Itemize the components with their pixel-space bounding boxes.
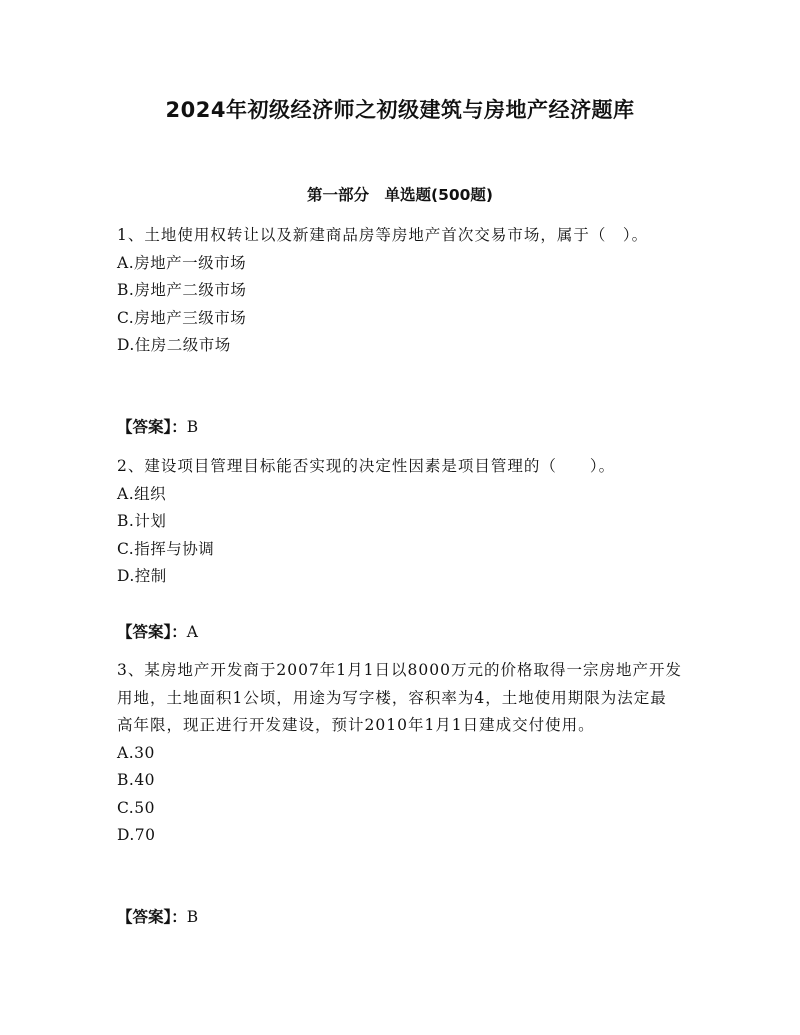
- option-a: A.组织: [117, 484, 167, 503]
- option-c: C.房地产三级市场: [117, 308, 247, 327]
- question-stem: 3、某房地产开发商于2007年1月1日以8000万元的价格取得一宗房地产开发用地，土地面积1公顷，用途为写字楼，容积率为4，土地使用期限为法定最高年限，现正进行开发建设，预计2010年1月1日建成交付使用。: [117, 661, 682, 734]
- option-b: B.40: [117, 771, 156, 789]
- option-a: A.30: [117, 743, 155, 762]
- answer-label: 【答案】：: [117, 418, 187, 436]
- option-c: C.指挥与协调: [117, 539, 215, 558]
- option-b: B.房地产二级市场: [117, 281, 247, 299]
- option-d: D.70: [117, 826, 156, 844]
- option-d: D.住房二级市场: [117, 336, 231, 354]
- option-d: D.控制: [117, 567, 167, 585]
- section-title: 第一部分 单选题(500题): [306, 186, 494, 204]
- document-title: 2024年初级经济师之初级建筑与房地产经济题库: [165, 98, 635, 122]
- answer-label: 【答案】：: [117, 623, 187, 641]
- answer-value: B: [186, 418, 199, 436]
- option-a: A.房地产一级市场: [117, 253, 247, 272]
- answer-3: [117, 905, 198, 927]
- question-2: [117, 453, 683, 591]
- question-1: [117, 222, 683, 360]
- answer-value: B: [186, 908, 199, 926]
- answer-1: [117, 415, 198, 437]
- option-b: B.计划: [117, 512, 167, 530]
- answer-label: 【答案】：: [117, 908, 187, 926]
- answer-value: A: [186, 623, 198, 641]
- question-stem: 1、土地使用权转让以及新建商品房等房地产首次交易市场，属于（ ）。: [117, 226, 649, 244]
- option-c: C.50: [117, 798, 155, 817]
- question-3: [117, 657, 683, 850]
- answer-2: [117, 620, 198, 642]
- question-stem: 2、建设项目管理目标能否实现的决定性因素是项目管理的（ ）。: [117, 457, 616, 475]
